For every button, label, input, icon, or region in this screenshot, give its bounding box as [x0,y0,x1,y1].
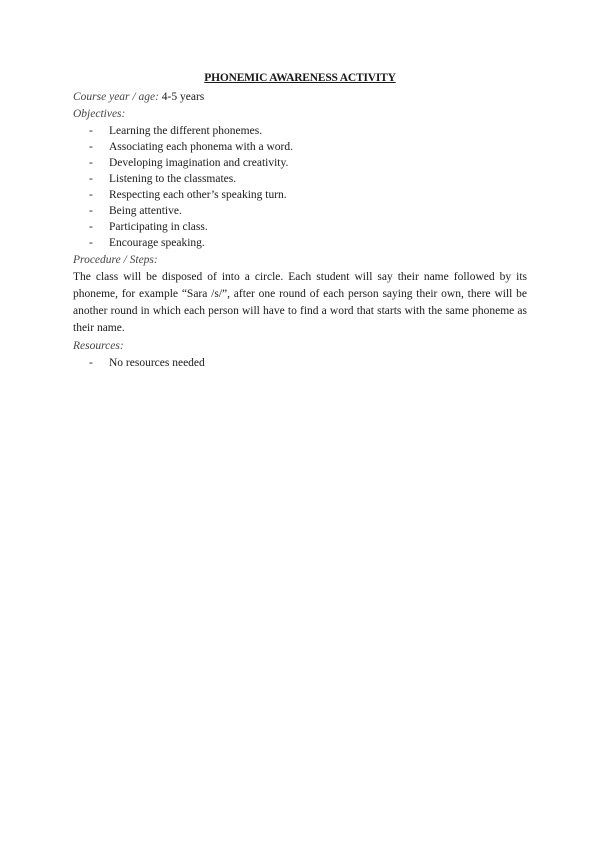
bullet-dash: - [89,237,93,249]
course-value: 4-5 years [161,91,205,103]
document-title: PHONEMIC AWARENESS ACTIVITY [204,72,396,84]
objectives-list [73,123,527,251]
list-item: - Listening to the classmates. [89,173,237,185]
bullet-dash: - [89,205,93,217]
course-label: Course year / age: [73,91,159,103]
objectives-label: Objectives: [73,108,126,120]
bullet-dash: - [89,357,93,369]
bullet-dash: - [89,221,93,233]
bullet-dash: - [89,157,93,169]
bullet-dash: - [89,173,93,185]
list-item: - Associating each phonema with a word. [89,141,293,153]
list-item: - Learning the different phonemes. [89,125,263,137]
bullet-dash: - [89,125,93,137]
procedure-text: The class will be disposed of into a circle. Each student will say their name followed by its phoneme, for example “Sara /s/”, after one round of each person saying their own, there will be another round in which each person will have to find a word that starts with the same phoneme as their name. [73,271,527,334]
list-item: - Encourage speaking. [89,237,205,249]
course-line [73,90,527,104]
bullet-dash: - [89,141,93,153]
resources-list [73,355,527,371]
bullet-dash: - [89,189,93,201]
list-item: - Developing imagination and creativity. [89,157,289,169]
resources-label: Resources: [73,340,124,352]
document-page [73,72,527,371]
procedure-label: Procedure / Steps: [73,254,158,266]
list-item: - Participating in class. [89,221,208,233]
list-item: - No resources needed [89,357,205,369]
list-item: - Respecting each other’s speaking turn. [89,189,287,201]
list-item: - Being attentive. [89,205,182,217]
